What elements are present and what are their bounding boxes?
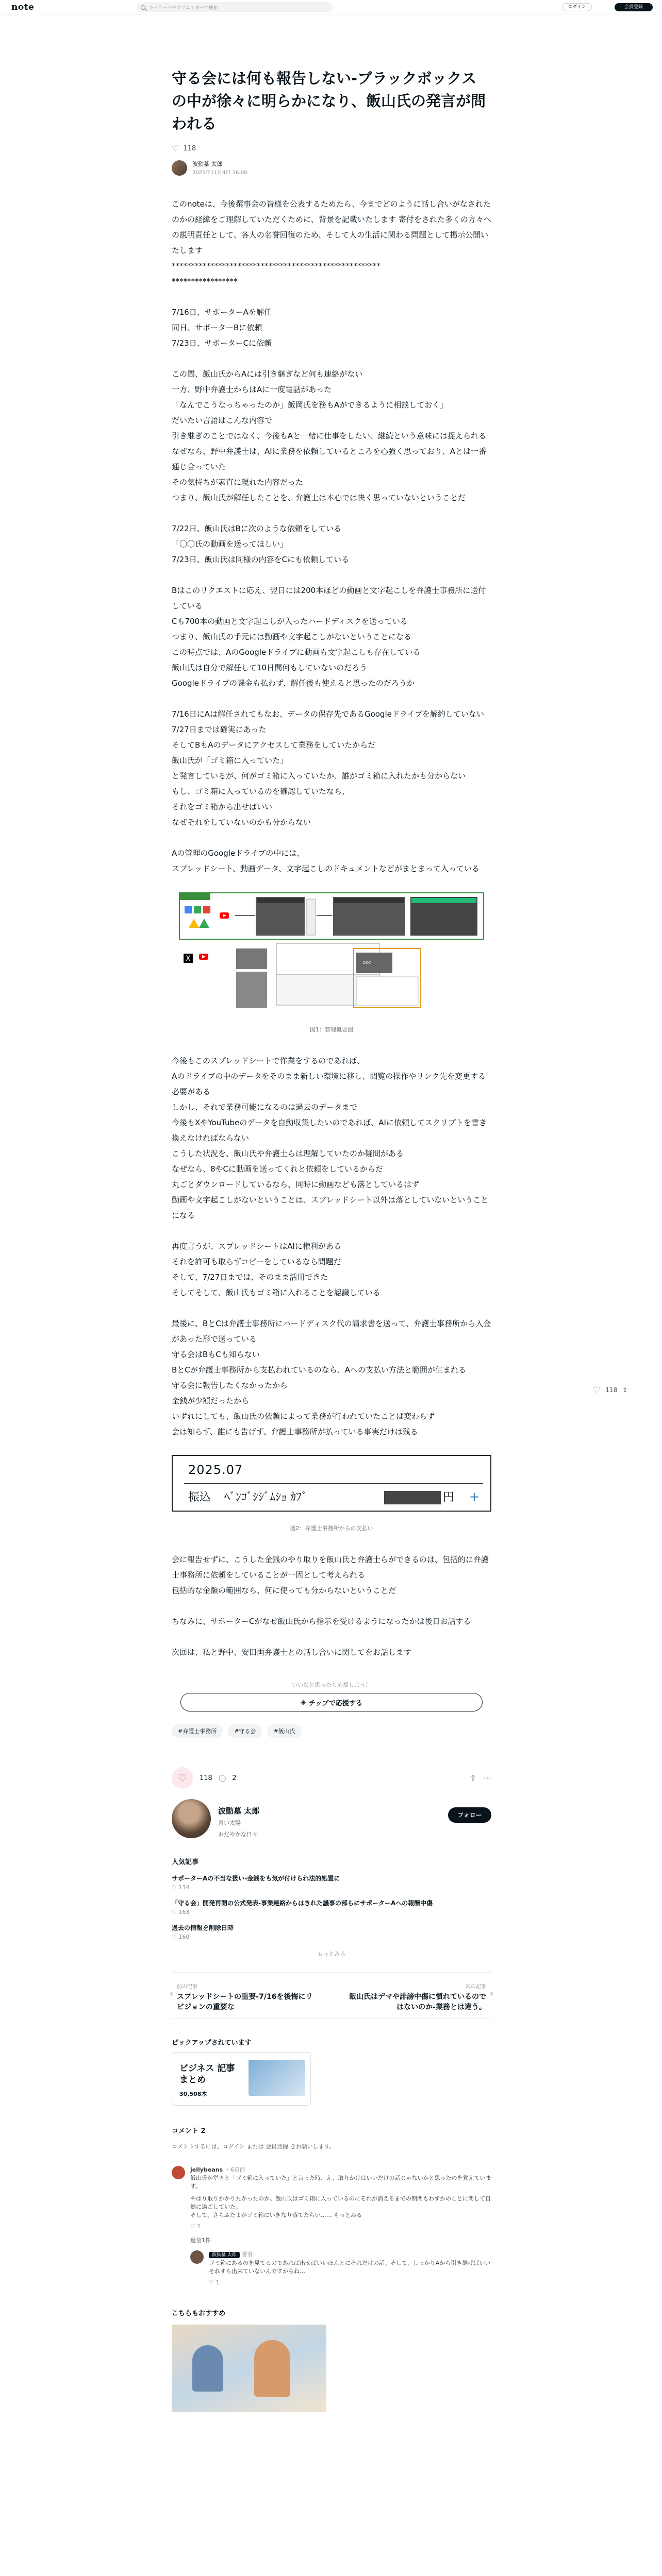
- popular-like-count: 134: [178, 1884, 190, 1891]
- comment-icon[interactable]: ◯: [218, 1774, 226, 1782]
- paragraph-line: *****************: [172, 277, 238, 286]
- side-like-count: 118: [605, 1386, 618, 1394]
- avatar[interactable]: [172, 160, 187, 176]
- paragraph-line: 7/23日、飯山氏は同様の内容をCにも依頼している: [172, 555, 350, 564]
- paragraph-line: そして、7/27日までは、そのまま活用できた: [172, 1273, 328, 1282]
- paragraph-block: [172, 583, 491, 691]
- diagram-svg: [178, 892, 485, 1013]
- support-section: [172, 1681, 491, 1711]
- popular-like-count: 163: [178, 1909, 190, 1916]
- like-button[interactable]: [172, 1767, 193, 1789]
- paragraph-block: [172, 1316, 491, 1439]
- list-item[interactable]: [172, 1899, 491, 1916]
- paragraph-block: [172, 366, 491, 505]
- paragraph-block: [172, 1552, 491, 1598]
- popular-likes: ♡ 160: [172, 1934, 190, 1940]
- list-item[interactable]: [172, 1874, 491, 1891]
- paragraph-line: 次回は、私と野中、安田両弁護士との話し合いに関してをお話します: [172, 1648, 412, 1657]
- paragraph-line: 一方、野中弁護士からはAに一度電話があった: [172, 385, 332, 394]
- avatar[interactable]: [172, 1799, 211, 1838]
- paragraph-line: そしてBもAのデータにアクセスして業務をしていたからだ: [172, 740, 376, 750]
- heart-icon[interactable]: ♡: [172, 143, 179, 153]
- like-count: 118: [200, 1774, 212, 1782]
- paragraph-line: 動画や文字起こしがないということは、スプレッドシート以外は落としていないということになる: [172, 1195, 489, 1220]
- paragraph-line: なぜそれをしていないのかも分からない: [172, 818, 311, 827]
- svg-text:X: X: [185, 955, 191, 963]
- heart-icon: ♡: [178, 1772, 187, 1784]
- like-row: [172, 144, 491, 152]
- paragraph-line: 7/27日までは確実にあった: [172, 725, 267, 734]
- share-icon[interactable]: ⇪: [622, 1386, 628, 1394]
- bank-date: 2025.07: [188, 1463, 243, 1477]
- comment-text: やはり取りかかりたかったのか。飯山氏はゴミ箱に入っているのにそれが消えるまでの期間もわずかのことに関して自然に過ごしていた。: [190, 2195, 491, 2210]
- paragraph-line: BとCが弁護士事務所から支払われているのなら、Aへの支払い方法と範囲が生まれる: [172, 1365, 467, 1375]
- bank-divider: [184, 1483, 483, 1484]
- pickup-heading: ピックアップされています: [172, 2039, 252, 2047]
- prev-title: スプレッドシートの重要-7/16を後悔にリビジョンの重要な: [177, 1993, 313, 2011]
- tip-icon: ◈: [300, 1698, 306, 1706]
- comment-count: 2: [232, 1774, 237, 1782]
- profile-name[interactable]: 波動墓 太郎: [218, 1806, 260, 1816]
- paragraph-line: 守る会に報告したくなかったから: [172, 1381, 288, 1390]
- magazine-count: 30,508本: [179, 2091, 207, 2097]
- paragraph-line: Aのドライブの中のデータをそのまま新しい環境に移し、閲覧の操作やリンク先を変更する必要がある: [172, 1072, 486, 1096]
- article-body: [172, 196, 491, 1660]
- paragraph-line: ******************************************************: [172, 261, 380, 270]
- article-nav: [172, 1972, 491, 2019]
- paragraph-line: ちなみに、サポーターCがなぜ飯山氏から指示を受けるようになったかは後日お話する: [172, 1617, 471, 1626]
- profile-bio-line: 青い太陽: [218, 1820, 241, 1826]
- magazine-thumbnail: [249, 2060, 305, 2096]
- svg-text:DOC: DOC: [362, 961, 371, 965]
- prev-article[interactable]: [177, 1982, 316, 2012]
- paragraph-line: 飯山氏が「ゴミ箱に入っていた」: [172, 756, 288, 765]
- paragraph-block: [172, 845, 491, 876]
- paragraph-line: 今後もこのスプレッドシートで作業をするのであれば、: [172, 1056, 365, 1065]
- profile-bio-line: おだやかな日々: [218, 1831, 258, 1838]
- signup-button[interactable]: 会員登録: [615, 3, 653, 11]
- paragraph-line: しかし、それで業務可能になるのは過去のデータまで: [172, 1103, 358, 1112]
- paragraph-line: Bはこのリクエストに応え、翌日には200本ほどの動画と文字起こしを弁護士事務所に送付している: [172, 586, 486, 611]
- tip-label: チップで応援する: [308, 1699, 362, 1707]
- comment-like-count: 1: [197, 2223, 201, 2230]
- paragraph-line: 最後に、BとCは弁護士事務所にハードディスク代の請求書を送って、弁護士事務所から入金があった形で送っている: [172, 1319, 491, 1344]
- comment-login-note[interactable]: コメントするには、ログイン または 会員登録 をお願いします。: [172, 2143, 335, 2150]
- paragraph-line: つまり、飯山氏の手元には動画や文字起こしがないということになる: [172, 632, 412, 641]
- tag-list: [172, 1724, 491, 1738]
- article-title: 守る会には何も報告しない-ブラックボックスの中が徐々に明らかになり、飯山氏の発言が問われる: [172, 70, 486, 132]
- search-placeholder: キーワードやクリエイターで検索: [148, 5, 218, 11]
- commenter-name[interactable]: 波動墓 太郎: [209, 2252, 240, 2258]
- comment-time: ・6日前: [224, 2166, 245, 2173]
- search-input[interactable]: [137, 2, 333, 12]
- action-bar: [172, 1767, 491, 1789]
- figure-management-diagram: [178, 892, 485, 1013]
- top-header: [0, 0, 662, 14]
- tag[interactable]: #守る会: [228, 1724, 262, 1738]
- support-hint: いいなと思ったら応援しよう！: [292, 1682, 371, 1688]
- paragraph-line: 守る会はBもCも知らない: [172, 1350, 260, 1359]
- paragraph-line: 同日、サポーターBに依頼: [172, 323, 262, 332]
- tag[interactable]: #飯山氏: [267, 1724, 301, 1738]
- illustration-figure: [192, 2345, 223, 2392]
- like-count: 118: [183, 144, 196, 152]
- popular-heading: 人気記事: [172, 1858, 199, 1866]
- paragraph-line: 金銭が少額だったから: [172, 1396, 250, 1405]
- pickup-section: [172, 2037, 491, 2106]
- paragraph-line: Googleドライブの課金も払わず、解任後も使えると思ったのだろうか: [172, 679, 415, 688]
- paragraph-line: 7/16日にAは解任されてもなお、データの保存先であるGoogleドライブを解約していない: [172, 709, 484, 719]
- popular-like-count: 160: [178, 1934, 190, 1940]
- paragraph-line: この間、飯山氏からAには引き継ぎなど何も連絡がない: [172, 369, 363, 379]
- comment-text: 飯山氏が堂々と「ゴミ箱に入っていた」と言った時、え、取りかけはいいだけの話じゃないかと思ったのを覚えています。: [190, 2175, 491, 2190]
- plus-icon: +: [469, 1489, 480, 1504]
- paragraph-line: 「〇〇氏の動画を送ってほしい」: [172, 539, 288, 549]
- commenter-name[interactable]: jellybeans: [190, 2166, 223, 2173]
- author-badge: 著者: [241, 2251, 253, 2258]
- recommend-thumbnail[interactable]: [172, 2325, 326, 2412]
- paragraph-line: と発言しているが、何がゴミ箱に入っていたか、誰がゴミ箱に入れたかも分からない: [172, 771, 466, 781]
- paragraph-line: なぜなら、野中弁護士は、AIに業務を依頼しているところを心強く思っており、Aとは一番通じ合っていた: [172, 447, 486, 471]
- paragraph-block: [172, 196, 491, 289]
- prev-label: 前の記事: [177, 1984, 197, 1990]
- paragraph-block: [172, 1645, 491, 1660]
- bank-unit: 円: [443, 1491, 455, 1504]
- login-button[interactable]: ログイン: [562, 3, 592, 11]
- popular-title: 過去の情報を削除日時: [172, 1924, 234, 1931]
- paragraph-line: 7/16日、サポーターAを解任: [172, 308, 272, 317]
- note-logo[interactable]: note: [11, 2, 35, 12]
- paragraph-line: つまり、飯山氏が解任したことを、弁護士は本心では快く思っていないということだ: [172, 493, 466, 502]
- author-row: [172, 160, 491, 176]
- paragraph-block: [172, 521, 491, 567]
- paragraph-line: このnoteは、今後撰事会の皆様を公表するためたら、今までどのように話し合いがなされたのかの経緯をご理解していただくために、背景を記載いたします 寄付をされた多くの方々への説明責任として、各人の名誉回復のため、そして人の生活に関わる問題として掲示公開いたします: [172, 199, 491, 255]
- tag[interactable]: #弁護士事務所: [172, 1724, 223, 1738]
- publish-date: 2025年11月4日 16:00: [192, 170, 247, 176]
- comment-like-count: 1: [216, 2279, 220, 2286]
- comment-text: ゴミ箱にあるのを見てるのであれば出せばいいほんとにそれだけの話。そして、しっかりAから引き継げばいいそれすら出来ていないんですからね…: [209, 2260, 491, 2275]
- search-icon: [141, 5, 145, 10]
- illustration-figure: [254, 2340, 290, 2397]
- paragraph-line: この時点では、AのGoogleドライブに動画も文字起こしも存在している: [172, 648, 421, 657]
- recommend-heading: こちらもおすすめ: [172, 2310, 226, 2317]
- paragraph-line: 7/23日、サポーターCに依頼: [172, 338, 272, 348]
- bank-payer: ﾍﾞﾝｺﾞｼｼﾞﾑｼｮ ｶﾌﾞ: [224, 1491, 307, 1504]
- author-name[interactable]: 波動墓 太郎: [192, 161, 223, 167]
- author-profile: [172, 1799, 491, 1839]
- redacted-amount: [384, 1491, 441, 1504]
- more-icon[interactable]: ⋯: [484, 1773, 491, 1783]
- paragraph-block: [172, 1053, 491, 1223]
- comments-heading: コメント 2: [172, 2127, 206, 2135]
- paragraph-line: 7/22日、飯山氏はBに次のような依頼をしている: [172, 524, 341, 533]
- paragraph-line: 飯山氏は自分で解任して10日間何もしていないのだろう: [172, 663, 368, 672]
- paragraph-block: [172, 706, 491, 830]
- magazine-card[interactable]: [172, 2052, 311, 2106]
- paragraph-line: いずれにしても、飯山氏の依頼によって業務が行われていたことは変わらず: [172, 1412, 435, 1421]
- paragraph-block: [172, 304, 491, 351]
- figure1-caption: 図1：管理概要図: [310, 1026, 353, 1033]
- paragraph-line: その気持ちが素直に現れた内容だった: [172, 478, 304, 487]
- paragraph-line: こうした状況を、飯山氏や弁護士らは理解していたのか疑問がある: [172, 1149, 404, 1158]
- avatar[interactable]: [190, 2250, 204, 2264]
- bank-transfer-image: [172, 1455, 491, 1512]
- popular-likes: ♡ 134: [172, 1884, 190, 1891]
- popular-title: 「守る会」開発再開の公式発表-事業連絡からはきれた議事の部らにサポーターAへの報酬中傷: [172, 1900, 433, 1907]
- side-like-bar: [593, 1386, 627, 1394]
- paragraph-block: [172, 1239, 491, 1300]
- comment-like-row: ♡ 1: [209, 2279, 220, 2286]
- paragraph-line: 今後もXやYouTubeのデータを自動収集したいのであれば、AIに依頼してスクリプトを書き換えなければならない: [172, 1118, 487, 1143]
- heart-icon[interactable]: ♡: [593, 1385, 601, 1395]
- figure2-caption: 図2：弁護士事務所からの支払い: [290, 1525, 373, 1532]
- next-article[interactable]: [347, 1982, 486, 2012]
- action-icons: [470, 1773, 491, 1783]
- more-link[interactable]: もっとみる: [317, 1951, 346, 1957]
- next-label: 次の記事: [466, 1984, 486, 1990]
- article: [172, 67, 491, 2412]
- paragraph-line: スプレッドシート、動画データ、文字起こしのドキュメントなどがまとまって入っている: [172, 864, 480, 873]
- paragraph-line: それを許可も取らずコピーをしているなら問題だ: [172, 1257, 341, 1266]
- follow-button[interactable]: フォロー: [448, 1807, 491, 1823]
- paragraph-line: 包括的な金額の範囲なら、何に使っても分からないということだ: [172, 1586, 396, 1595]
- paragraph-line: だいたい言語はこんな内容で: [172, 416, 273, 425]
- bank-label: 振込: [188, 1491, 211, 1504]
- tip-button[interactable]: [180, 1693, 483, 1711]
- list-item[interactable]: [172, 1924, 491, 1940]
- paragraph-line: Cも700本の動画と文字起こしが入ったハードディスクを送っている: [172, 617, 408, 626]
- paragraph-line: 会は知らず、誰にも告げず、弁護士事務所が払っている事実だけは残る: [172, 1427, 418, 1436]
- paragraph-line: 丸ごとダウンロードしているなら、同時に動画なども落としているはず: [172, 1180, 420, 1189]
- comment-like-row: ♡ 1: [190, 2223, 201, 2230]
- paragraph-line: 再度言うが、スプレッドシートはAIに権利がある: [172, 1242, 341, 1251]
- paragraph-line: Aの管理のGoogleドライブの中には、: [172, 849, 305, 858]
- chevron-left-icon[interactable]: ‹: [170, 1988, 174, 1999]
- comment-reply: [190, 2250, 491, 2287]
- share-icon[interactable]: ⇪: [470, 1773, 476, 1783]
- next-title: 飯山氏はデマや誹謗中傷に慣れているのではないのか-業務とは違う。: [349, 1993, 486, 2011]
- paragraph-line: 「なんでこうなっちゃったのか」飯岡氏を務もAができるように相談しておく」: [172, 400, 448, 410]
- avatar[interactable]: [172, 2166, 185, 2179]
- reply-toggle[interactable]: 返信1件: [190, 2237, 211, 2244]
- paragraph-line: それをゴミ箱から出せばいい: [172, 802, 273, 811]
- paragraph-line: 引き継ぎのことではなく、今後もAと一緒に仕事をしたい、継続という意味には捉えられる: [172, 431, 486, 440]
- paragraph-line: 会に報告せずに、こうした金銭のやり取りを飯山氏と弁護士らができるのは、包括的に弁護士事務所に依頼をしていることが一因として考えられる: [172, 1555, 489, 1580]
- paragraph-line: そしてそして、飯山氏もゴミ箱に入れることを認識している: [172, 1288, 380, 1297]
- popular-title: サポーターAの不当な扱い-金銭をも気が付けられ法的処置に: [172, 1875, 340, 1882]
- comment-text: そして、さらふたよがゴミ箱にいきなり落てたらい…… もっとみる: [190, 2212, 362, 2218]
- paragraph-line: なぜなら、8やCに動画を送ってくれと依頼をしているからだ: [172, 1164, 384, 1174]
- chevron-right-icon[interactable]: ›: [489, 1988, 493, 1999]
- paragraph-line: もし、ゴミ箱に入っているのを確認していたなら、: [172, 787, 350, 796]
- comment: [172, 2166, 491, 2231]
- magazine-title: ビジネス 記事まとめ: [179, 2063, 235, 2085]
- paragraph-block: [172, 1614, 491, 1629]
- popular-likes: ♡ 163: [172, 1909, 190, 1916]
